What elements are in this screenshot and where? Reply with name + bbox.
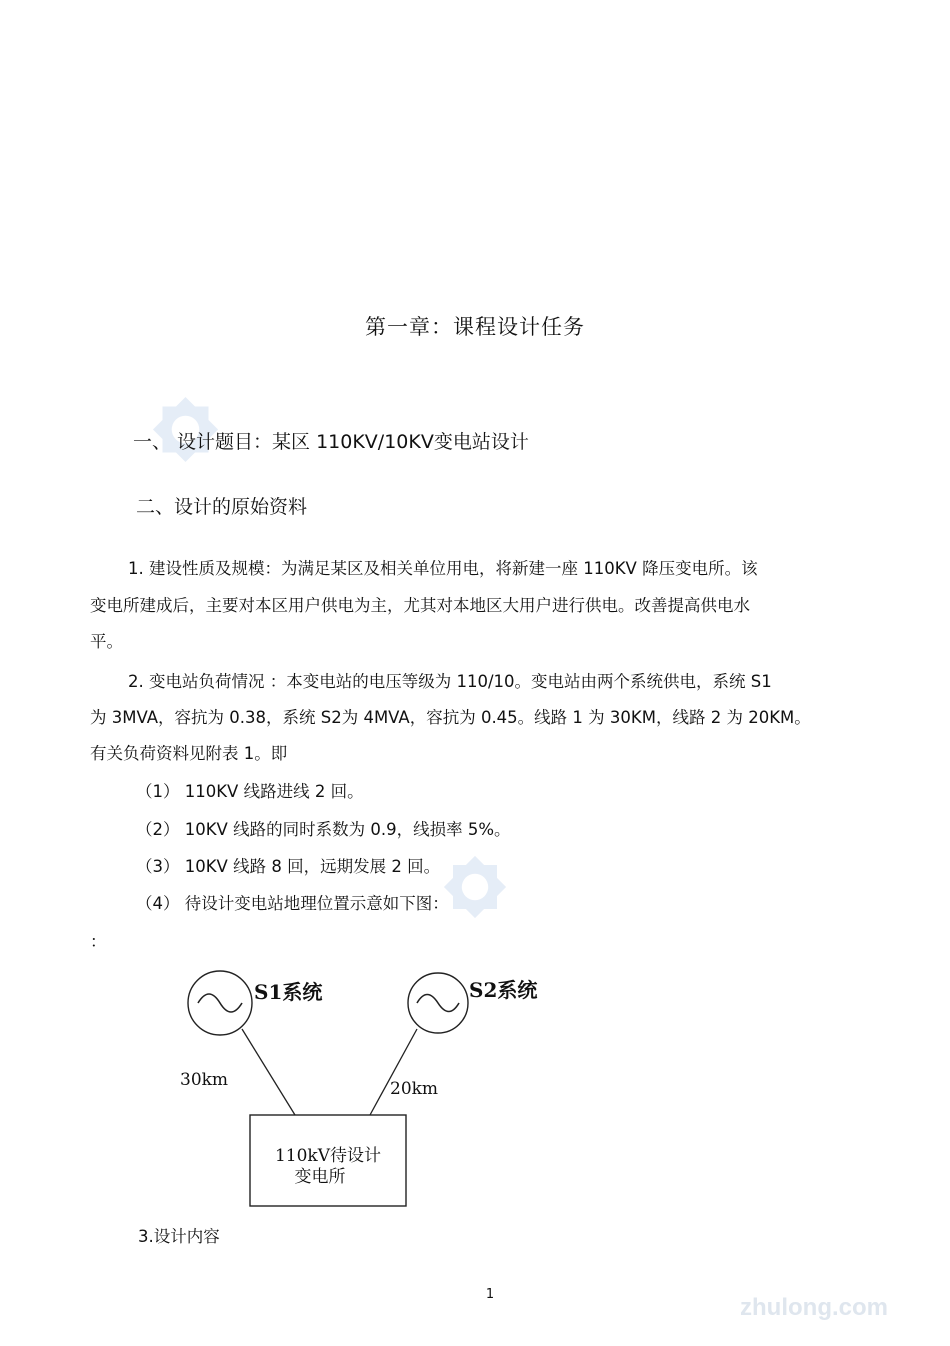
- sub-item-2: （2） 10KV 线路的同时系数为 0.9，线损率 5%。: [136, 820, 511, 839]
- section-title-design-topic: 一、 设计题目：某区 110KV/10KV变电站设计: [133, 431, 529, 453]
- colon-line: ：: [90, 932, 107, 951]
- item1-line3: 平。: [90, 632, 123, 651]
- s2-label: S2系统: [469, 978, 538, 1002]
- s2-sine-wave: [417, 995, 459, 1012]
- line-1-length: 30km: [180, 1070, 229, 1090]
- substation-label-line2: 变电所: [294, 1167, 346, 1187]
- sub-item-4: （4） 待设计变电站地理位置示意如下图：: [136, 894, 449, 913]
- item1-line2: 变电所建成后，主要对本区用户供电为主，尤其对本地区大用户进行供电。改善提高供电水: [90, 596, 750, 615]
- item2-line3: 有关负荷资料见附表 1。即: [90, 744, 288, 763]
- item1-line1: 1. 建设性质及规模：为满足某区及相关单位用电，将新建一座 110KV 降压变电所。该: [128, 559, 758, 578]
- location-diagram: [180, 965, 580, 1215]
- section-title-original-data: 二、设计的原始资料: [136, 496, 308, 518]
- page-number: 1: [485, 1287, 495, 1302]
- line-2: [370, 1029, 417, 1115]
- substation-label-line1: 110kV待设计: [274, 1146, 382, 1166]
- line-2-length: 20km: [390, 1079, 439, 1099]
- watermark-logo: [420, 832, 530, 942]
- s1-label: S1系统: [254, 980, 323, 1004]
- item2-line1: 2. 变电站负荷情况 ：本变电站的电压等级为 110/10。变电站由两个系统供电，系统 S1: [128, 672, 772, 691]
- s1-sine-wave: [198, 994, 242, 1012]
- sub-item-3: （3） 10KV 线路 8 回，远期发展 2 回。: [136, 857, 441, 876]
- footer-logo: zhulong.com: [740, 1294, 888, 1321]
- chapter-title: 第一章：课程设计任务: [365, 315, 585, 339]
- item2-line2: 为 3MVA，容抗为 0.38，系统 S2为 4MVA，容抗为 0.45。线路 1 为 30KM，线路 2 为 20KM。: [90, 708, 811, 727]
- sub-item-1: （1） 110KV 线路进线 2 回。: [136, 782, 364, 801]
- line-1: [242, 1029, 295, 1115]
- item3-title: 3.设计内容: [138, 1227, 220, 1246]
